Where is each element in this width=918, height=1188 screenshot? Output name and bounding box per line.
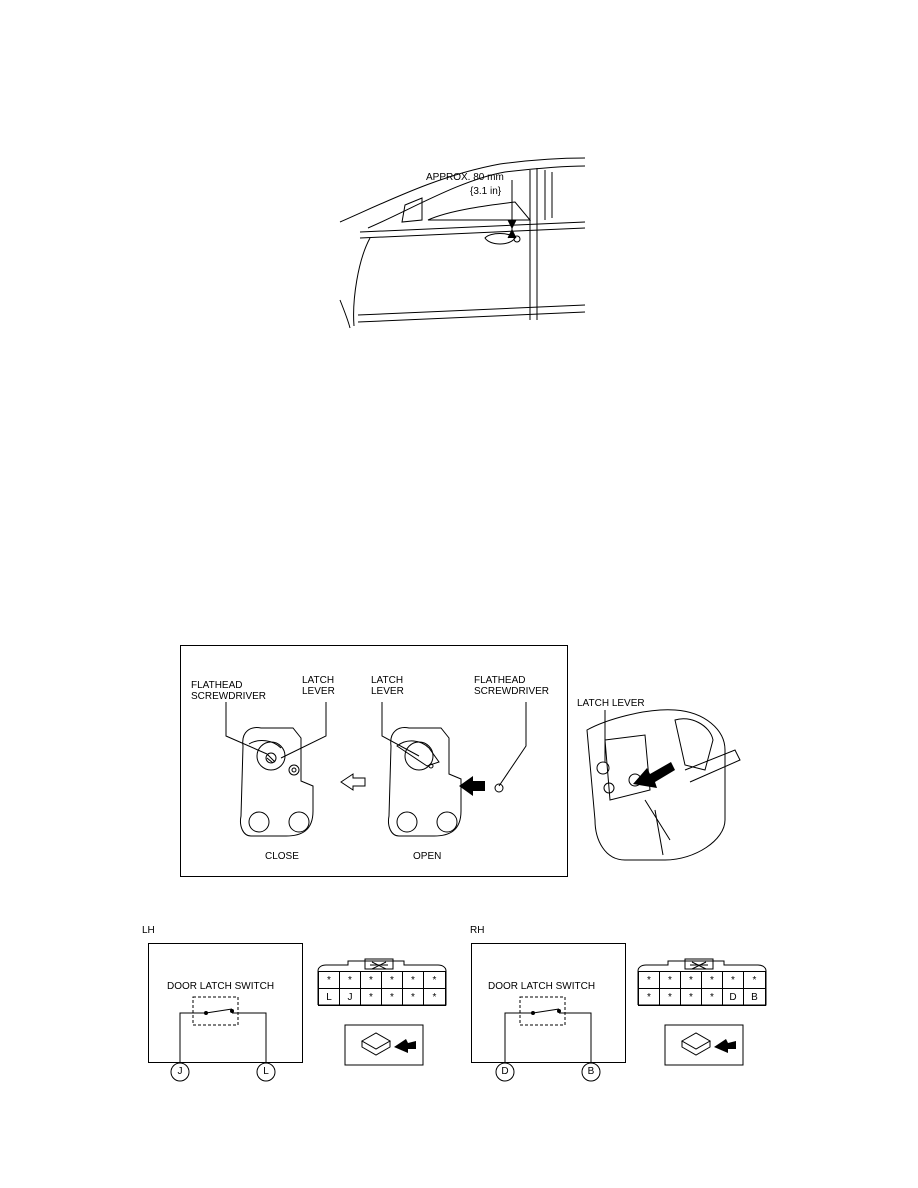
rh-connector-arrow [714, 1039, 736, 1053]
rh-pin-r1-3: * [680, 971, 702, 989]
lh-pin-r1-5: * [402, 971, 424, 989]
lh-pin-r2-1: L [318, 988, 340, 1006]
lh-pin-r1-2: * [339, 971, 361, 989]
car-door-figure [330, 150, 590, 330]
latch-lever-right-label-2: LEVER [371, 686, 404, 697]
lh-terminal-left: J [177, 1066, 183, 1077]
flathead-left-label-1: FLATHEAD [191, 680, 243, 691]
lh-pin-r1-6: * [423, 971, 446, 989]
latch-lever-left-label-2: LEVER [302, 686, 335, 697]
rh-terminal-right: B [587, 1066, 595, 1077]
rh-pin-r1-5: * [722, 971, 744, 989]
lh-connector-grid [318, 971, 446, 1005]
rh-terminal-left: D [501, 1066, 509, 1077]
flathead-right-label-2: SCREWDRIVER [474, 686, 550, 697]
latch-detail-arrow [633, 762, 675, 788]
lh-terminal-right: L [263, 1066, 269, 1077]
rh-pin-r2-6: B [743, 988, 766, 1006]
rh-pin-r2-2: * [659, 988, 681, 1006]
rh-pin-r2-3: * [680, 988, 702, 1006]
lh-pin-r1-3: * [360, 971, 382, 989]
rh-label: RH [470, 925, 485, 936]
lh-pin-r2-3: * [360, 988, 382, 1006]
lh-pin-r1-4: * [381, 971, 403, 989]
flathead-left-label-2: SCREWDRIVER [191, 691, 267, 702]
lh-pin-r2-2: J [339, 988, 361, 1006]
lh-pin-r1-1: * [318, 971, 340, 989]
latch-detail-figure [575, 690, 755, 870]
rh-connector-grid [638, 971, 766, 1005]
rh-switch-label: DOOR LATCH SWITCH [488, 981, 596, 992]
rh-pin-r2-1: * [638, 988, 660, 1006]
latch-detail-drawing [575, 690, 755, 870]
rh-pin-r1-1: * [638, 971, 660, 989]
rh-pin-r1-2: * [659, 971, 681, 989]
latch-lever-right-label-1: LATCH [371, 675, 404, 686]
rh-pin-r1-4: * [701, 971, 723, 989]
lh-connector-arrow [394, 1039, 416, 1053]
lh-pin-r2-6: * [423, 988, 446, 1006]
latch-lever-detail-label: LATCH LEVER [577, 698, 645, 709]
dimension-imperial: {3.1 in} [470, 186, 502, 197]
latch-procedure-frame [180, 645, 568, 877]
latch-lever-left-label-1: LATCH [302, 675, 335, 686]
flathead-right-label-1: FLATHEAD [474, 675, 526, 686]
open-label: OPEN [413, 851, 442, 862]
rh-pin-r2-4: * [701, 988, 723, 1006]
wiring-lh [140, 925, 460, 1085]
rh-pin-r1-6: * [743, 971, 766, 989]
push-arrow [459, 776, 485, 796]
dimension-label: APPROX. 80 mm [426, 172, 504, 183]
rh-pin-r2-5: D [722, 988, 744, 1006]
wiring-rh [463, 925, 783, 1085]
latch-close-drawing [181, 646, 569, 878]
lh-label: LH [142, 925, 155, 936]
lh-pin-r2-4: * [381, 988, 403, 1006]
lh-switch-label: DOOR LATCH SWITCH [167, 981, 275, 992]
lh-pin-r2-5: * [402, 988, 424, 1006]
close-label: CLOSE [265, 851, 299, 862]
